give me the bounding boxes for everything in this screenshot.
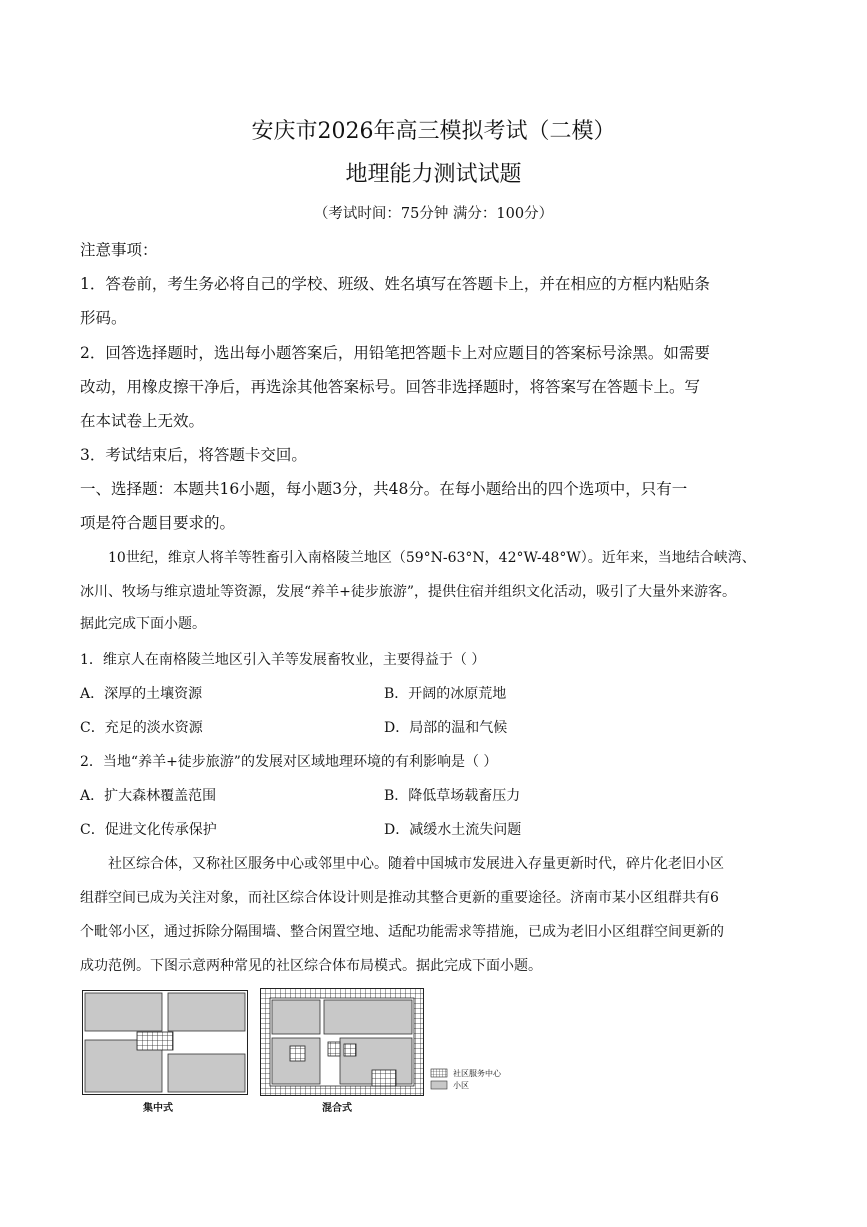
notice-item-1-line-2: 形码。 xyxy=(80,309,127,327)
legend-swatches xyxy=(430,1068,450,1092)
notice-item-2-line-3: 在本试卷上无效。 xyxy=(80,412,205,430)
q2-option-c: C．促进文化传承保护 xyxy=(80,822,217,838)
q1-option-d: D．局部的温和气候 xyxy=(384,720,508,736)
passage-1-line-3: 据此完成下面小题。 xyxy=(80,616,206,632)
q2-option-b: B．降低草场载畜压力 xyxy=(384,788,521,804)
passage-2-line-3: 个毗邻小区，通过拆除分隔围墙、整合闲置空地、适配功能需求等措施，已成为老旧小区组群空间更新的 xyxy=(80,924,724,940)
notice-heading: 注意事项： xyxy=(80,241,158,259)
q1-option-b: B．开阔的冰原荒地 xyxy=(384,686,507,702)
q2-stem: 2．当地“养羊+徒步旅游”的发展对区域地理环境的有利影响是（ ） xyxy=(80,754,498,770)
passage-2-line-1: 社区综合体，又称社区服务中心或邻里中心。随着中国城市发展进入存量更新时代，碎片化老旧小区 xyxy=(108,856,724,872)
legend-district: 小区 xyxy=(453,1081,469,1090)
passage-1-line-1: 10世纪，维京人将羊等牲畜引入南格陵兰地区（59°N-63°N，42°W-48°W）。近年来，当地结合峡湾、 xyxy=(108,550,756,566)
passage-2-line-4: 成功范例。下图示意两种常见的社区综合体布局模式。据此完成下面小题。 xyxy=(80,958,542,974)
exam-info: （考试时间：75分钟 满分：100分） xyxy=(313,206,554,222)
caption-mixed: 混合式 xyxy=(322,1103,352,1114)
notice-item-2-line-2: 改动，用橡皮擦干净后，再选涂其他答案标号。回答非选择题时，将答案写在答题卡上。写 xyxy=(80,378,701,396)
mixed-layout-diagram xyxy=(260,988,424,1096)
passage-1-line-2: 冰川、牧场与维京遗址等资源，发展“养羊+徒步旅游”，提供住宿并组织文化活动，吸引了大量外来游客。 xyxy=(80,584,737,600)
caption-centralized: 集中式 xyxy=(143,1103,173,1114)
notice-item-2-line-1: 2．回答选择题时，选出每小题答案后，用铅笔把答题卡上对应题目的答案标号涂黑。如需要 xyxy=(80,344,710,362)
section-1-intro-line-1: 一、选择题：本题共16小题，每小题3分，共48分。在每小题给出的四个选项中，只有一 xyxy=(80,480,688,498)
q1-option-c: C．充足的淡水资源 xyxy=(80,720,203,736)
centralized-layout-diagram xyxy=(82,990,248,1095)
notice-item-3: 3．考试结束后，将答题卡交回。 xyxy=(80,446,307,464)
legend-service-center: 社区服务中心 xyxy=(453,1069,501,1078)
exam-title: 安庆市2026年高三模拟考试（二模） xyxy=(251,119,616,144)
q2-option-d: D．减缓水土流失问题 xyxy=(384,822,522,838)
q1-stem: 1．维京人在南格陵兰地区引入羊等发展畜牧业，主要得益于（ ） xyxy=(80,652,486,668)
q1-option-a: A．深厚的土壤资源 xyxy=(80,686,203,702)
passage-2-line-2: 组群空间已成为关注对象，而社区综合体设计则是推动其整合更新的重要途径。济南市某小区组群共有6 xyxy=(80,890,719,906)
section-1-intro-line-2: 项是符合题目要求的。 xyxy=(80,514,236,532)
exam-subtitle: 地理能力测试试题 xyxy=(345,162,522,187)
q2-option-a: A．扩大森林覆盖范围 xyxy=(80,788,217,804)
notice-item-1-line-1: 1．答卷前，考生务必将自己的学校、班级、姓名填写在答题卡上，并在相应的方框内粘贴条 xyxy=(80,275,710,293)
